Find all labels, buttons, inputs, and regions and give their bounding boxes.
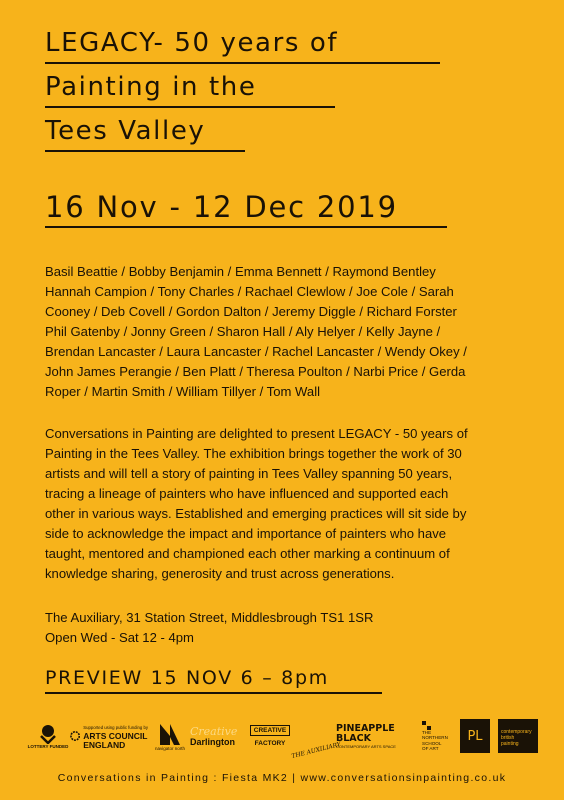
description-line: artists and will tell a story of painting in Tees Valley spanning 50 years,	[45, 466, 453, 481]
artist-list	[45, 262, 530, 402]
title-line-3: Tees Valley	[45, 116, 245, 152]
venue-address: The Auxiliary, 31 Station Street, Middlesbrough TS1 1SR	[45, 610, 374, 625]
creative-darlington-label-2: Darlington	[190, 736, 235, 747]
northern-school-line: OF ART	[422, 745, 439, 751]
description-line: other in various ways. Established and emerging practices will sit side by	[45, 506, 467, 521]
arts-council-name-2: ENGLAND	[83, 739, 126, 750]
sponsor-logos	[27, 718, 540, 761]
pineapple-black-logo	[336, 718, 418, 754]
northern-school-logo	[422, 718, 458, 754]
arts-council-name-1: ARTS COUNCIL	[83, 730, 148, 741]
lottery-funded-logo	[27, 718, 69, 754]
description-line: Painting in the Tees Valley. The exhibition brings together the work of 30	[45, 446, 462, 461]
pineapple-label-1: PINEAPPLE	[336, 722, 395, 734]
arts-council-logo	[70, 718, 148, 754]
navigator-north-icon	[159, 722, 181, 746]
creative-factory-label-2: FACTORY	[254, 740, 286, 747]
auxiliary-label: THE AUXILIARY	[290, 740, 342, 761]
artist-list-line: John James Perangie / Ben Platt / Theresa Poulton / Narbi Price / Gerda	[45, 364, 466, 379]
venue-info	[45, 608, 530, 648]
lottery-hands-icon	[37, 724, 59, 744]
cbp-label-line: painting	[501, 741, 519, 747]
exhibition-title	[45, 28, 440, 160]
artist-list-line: Brendan Lancaster / Laura Lancaster / Rachel Lancaster / Wendy Okey /	[45, 344, 467, 359]
description-line: knowledge sharing, generosity and trust across generations.	[45, 566, 395, 581]
description-line: taught, mentored and championed each other marking a continuum of	[45, 546, 450, 561]
artist-list-line: Basil Beattie / Bobby Benjamin / Emma Bennett / Raymond Bentley	[45, 264, 436, 279]
pineapple-label-3: CONTEMPORARY ARTS SPACE	[336, 743, 396, 749]
exhibition-description	[45, 424, 530, 584]
preview-date: PREVIEW 15 NOV 6 – 8pm	[45, 666, 382, 694]
title-line-2: Painting in the	[45, 72, 335, 108]
description-line: tracing a lineage of painters who have influenced and supported each	[45, 486, 449, 501]
exhibition-dates: 16 Nov - 12 Dec 2019	[45, 190, 447, 228]
cbp-label-line: contemporary	[501, 729, 532, 735]
artist-list-line: Hannah Campion / Tony Charles / Rachael Clewlow / Joe Cole / Sarah	[45, 284, 454, 299]
pl-label: PL	[460, 719, 490, 753]
contemporary-british-painting-logo	[498, 718, 538, 754]
creative-factory-label-1: CREATIVE	[250, 725, 290, 736]
artist-list-line: Cooney / Deb Covell / Gordon Dalton / Jeremy Diggle / Richard Forster	[45, 304, 457, 319]
lottery-label: LOTTERY FUNDED	[27, 743, 69, 749]
auxiliary-logo	[290, 718, 342, 761]
northern-school-line: SCHOOL	[422, 740, 442, 746]
cbp-label-line: british	[501, 735, 515, 741]
title-line-1: LEGACY- 50 years of	[45, 28, 440, 64]
creative-darlington-logo	[190, 718, 246, 754]
creative-factory-logo	[246, 718, 294, 754]
description-line: Conversations in Painting are delighted to present LEGACY - 50 years of	[45, 426, 468, 441]
navigator-north-label: navigator north	[154, 745, 186, 751]
footer-credits: Conversations in Painting : Fiesta MK2 | www.conversationsinpainting.co.uk	[57, 772, 507, 784]
pineapple-label-2: BLACK	[336, 732, 371, 744]
navigator-north-logo	[150, 718, 190, 754]
northern-school-line: THE	[422, 729, 432, 735]
northern-school-line: NORTHERN	[422, 735, 448, 741]
artist-list-line: Phil Gatenby / Jonny Green / Sharon Hall / Aly Helyer / Kelly Jayne /	[45, 324, 441, 339]
artist-list-line: Roper / Martin Smith / William Tillyer / Tom Wall	[45, 384, 321, 399]
northern-school-icon	[422, 721, 432, 730]
arts-council-icon	[70, 728, 80, 744]
arts-council-small-text: Supported using public funding by	[83, 724, 148, 730]
description-line: side to acknowledge the impact and importance of painters who have	[45, 526, 447, 541]
venue-hours: Open Wed - Sat 12 - 4pm	[45, 630, 194, 645]
creative-darlington-label-1: Creative	[190, 724, 238, 738]
pl-logo	[460, 718, 492, 754]
